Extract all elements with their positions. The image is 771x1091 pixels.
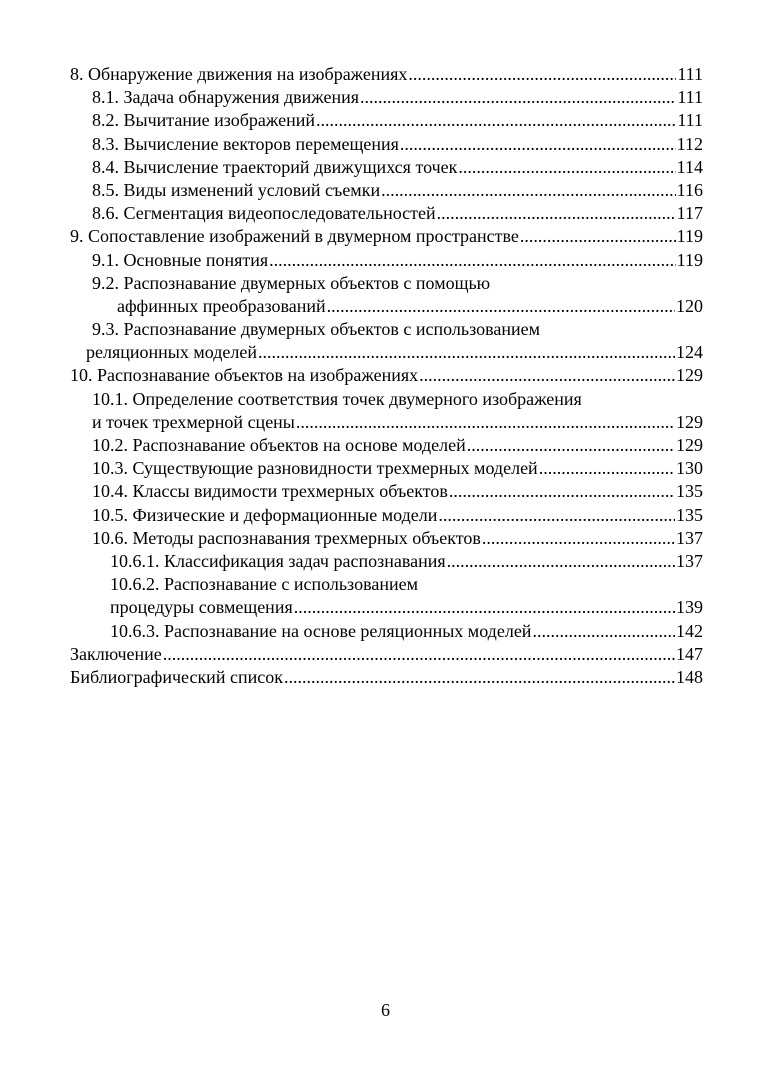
toc-leader-dots [449,480,675,503]
toc-entry-title: 9.2. Распознавание двумерных объектов с помощью [92,272,491,295]
toc-entry-page: 119 [676,225,703,248]
toc-entry-title: 9.3. Распознавание двумерных объектов с использованием [92,318,541,341]
toc-entry[interactable] [70,620,703,643]
toc-entry-first-line[interactable] [70,272,703,295]
toc-entry-title: процедуры совмещения [110,596,294,619]
toc-entry[interactable] [70,434,703,457]
toc-leader-dots [284,666,675,689]
toc-entry[interactable] [70,504,703,527]
toc-entry-title: 8.3. Вычисление векторов перемещения [92,133,400,156]
toc-entry-page: 137 [675,550,703,573]
toc-leader-dots [294,596,675,619]
toc-leader-dots [296,411,675,434]
toc-entry-title: Библиографический список [70,666,284,689]
toc-entry-page: 120 [675,295,703,318]
toc-leader-dots [269,249,675,272]
toc-entry-page: 111 [676,63,703,86]
toc-entry[interactable] [70,156,703,179]
toc-entry[interactable] [70,457,703,480]
toc-entry-title: 8. Обнаружение движения на изображениях [70,63,408,86]
toc-entry[interactable] [70,225,703,248]
toc-entry-title: 10.3. Существующие разновидности трехмерных моделей [92,457,539,480]
toc-entry-title: 8.4. Вычисление траекторий движущихся точек [92,156,458,179]
toc-leader-dots [437,202,676,225]
toc-entry-title: 10.2. Распознавание объектов на основе моделей [92,434,467,457]
toc-entry-title: 10.4. Классы видимости трехмерных объектов [92,480,449,503]
toc-entry-title: 8.1. Задача обнаружения движения [92,86,360,109]
toc-entry[interactable] [70,86,703,109]
toc-entry[interactable] [70,249,703,272]
toc-entry-page: 124 [675,341,703,364]
toc-entry-continuation[interactable] [70,341,703,364]
toc-entry[interactable] [70,109,703,132]
toc-entry[interactable] [70,480,703,503]
toc-entry-page: 135 [675,504,703,527]
toc-entry-title: Заключение [70,643,163,666]
toc-leader-dots [327,295,675,318]
toc-entry-title: 9.1. Основные понятия [92,249,269,272]
toc-entry-page: 114 [676,156,703,179]
toc-leader-dots [360,86,676,109]
toc-entry-page: 111 [676,109,703,132]
toc-entry-page: 139 [675,596,703,619]
toc-entry-page: 142 [675,620,703,643]
toc-entry-continuation[interactable] [70,596,703,619]
toc-entry-page: 129 [675,411,703,434]
toc-entry-title: 10.6.3. Распознавание на основе реляционных моделей [110,620,532,643]
toc-entry-page: 129 [675,364,703,387]
toc-entry[interactable] [70,643,703,666]
toc-entry-continuation[interactable] [70,295,703,318]
toc-entry-title: аффинных преобразований [117,295,327,318]
toc-leader-dots [539,457,675,480]
toc-entry[interactable] [70,527,703,550]
toc-entry-page: 135 [675,480,703,503]
toc-entry-title: 8.5. Виды изменений условий съемки [92,179,381,202]
toc-leader-dots [381,179,676,202]
toc-entry[interactable] [70,550,703,573]
toc-leader-dots [520,225,676,248]
toc-entry-page: 137 [675,527,703,550]
toc-entry-page: 116 [676,179,703,202]
toc-entry-page: 117 [676,202,703,225]
toc-entry[interactable] [70,133,703,156]
toc-entry[interactable] [70,364,703,387]
toc-entry-first-line[interactable] [70,573,703,596]
toc-leader-dots [419,364,675,387]
toc-leader-dots [532,620,675,643]
toc-leader-dots [400,133,676,156]
toc-leader-dots [163,643,675,666]
toc-entry-first-line[interactable] [70,318,703,341]
toc-entry[interactable] [70,63,703,86]
page-number: 6 [381,1000,390,1020]
toc-entry-title: 10.6.1. Классификация задач распознавания [110,550,447,573]
toc-entry-title: 10.5. Физические и деформационные модели [92,504,438,527]
toc-leader-dots [258,341,675,364]
toc-leader-dots [447,550,675,573]
toc-entry[interactable] [70,179,703,202]
toc-entry[interactable] [70,666,703,689]
toc-entry-title: и точек трехмерной сцены [92,411,296,434]
toc-leader-dots [316,109,676,132]
toc-leader-dots [458,156,675,179]
toc-leader-dots [408,63,676,86]
toc-leader-dots [467,434,675,457]
toc-entry-first-line[interactable] [70,388,703,411]
toc-entry-title: 10.6.2. Распознавание с использованием [110,573,419,596]
toc-entry-page: 111 [676,86,703,109]
toc-leader-dots [482,527,675,550]
toc-entry-title: 10. Распознавание объектов на изображениях [70,364,419,387]
toc-entry-continuation[interactable] [70,411,703,434]
toc-entry-title: 8.6. Сегментация видеопоследовательностей [92,202,437,225]
toc-entry-title: 9. Сопоставление изображений в двумерном пространстве [70,225,520,248]
toc-entry-page: 148 [675,666,703,689]
toc-entry-page: 119 [676,249,703,272]
toc-entry[interactable] [70,202,703,225]
toc-entry-title: реляционных моделей [86,341,258,364]
toc-entry-page: 130 [675,457,703,480]
table-of-contents [70,63,703,689]
toc-entry-title: 10.6. Методы распознавания трехмерных объектов [92,527,482,550]
toc-leader-dots [438,504,675,527]
toc-entry-title: 10.1. Определение соответствия точек двумерного изображения [92,388,583,411]
toc-entry-title: 8.2. Вычитание изображений [92,109,316,132]
toc-entry-page: 147 [675,643,703,666]
toc-entry-page: 112 [676,133,703,156]
toc-entry-page: 129 [675,434,703,457]
